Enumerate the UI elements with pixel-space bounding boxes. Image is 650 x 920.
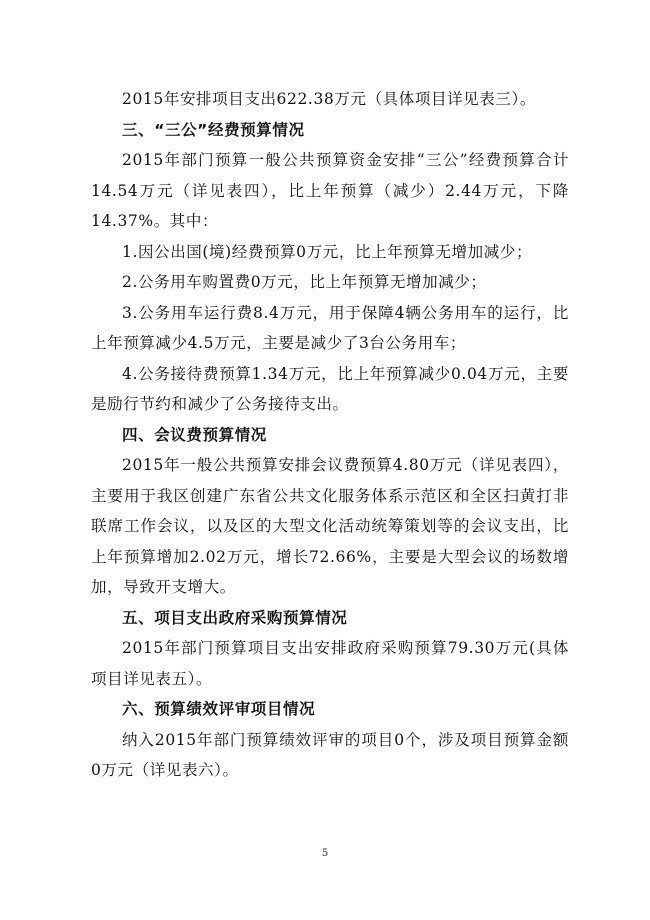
paragraph-three-public-total: 2015年部门预算一般公共预算资金安排“三公”经费预算合计14.54万元（详见表四），比上年预算（减少）2.44万元，下降14.37%。其中： xyxy=(91,151,569,230)
heading-performance-review: 六、预算绩效评审项目情况 xyxy=(122,700,316,718)
paragraph-reception-expenses: 4.公务接待费预算1.34万元，比上年预算减少0.04万元，主要是励行节约和减少了公务接待支出。 xyxy=(91,364,569,413)
paragraph-vehicle-operation: 3.公务用车运行费8.4万元，用于保障4辆公务用车的运行，比上年预算减少4.5万元，主要是减少了3台公务用车； xyxy=(91,303,569,352)
paragraph-government-procurement: 2015年部门预算项目支出安排政府采购预算79.30万元(具体项目详见表五）。 xyxy=(91,639,569,688)
paragraph-project-expenditure: 2015年安排项目支出622.38万元（具体项目详见表三）。 xyxy=(122,90,536,108)
heading-meeting-expenses: 四、会议费预算情况 xyxy=(122,425,267,444)
heading-three-public-expenses: 三、“三公”经费预算情况 xyxy=(122,120,305,139)
paragraph-meeting-expenses: 2015年一般公共预算安排会议费预算4.80万元（详见表四），主要用于我区创建广东省公共文化服务体系示范区和全区扫黄打非联席工作会议，以及区的大型文化活动统筹策划等的会议支出，比上年预算增加2.02万元，增长72.66%，主要是大型会议的场数增加，导致开支增大。 xyxy=(91,456,569,596)
paragraph-vehicle-purchase: 2.公务用车购置费0万元，比上年预算无增加减少； xyxy=(122,273,487,291)
heading-government-procurement: 五、项目支出政府采购预算情况 xyxy=(122,608,348,627)
document-body xyxy=(91,84,569,786)
paragraph-overseas-travel: 1.因公出国(境)经费预算0万元，比上年预算无增加减少； xyxy=(122,242,533,261)
page-number: 5 xyxy=(321,848,329,859)
paragraph-performance-review: 纳入2015年部门预算绩效评审的项目0个，涉及项目预算金额0万元（详见表六）。 xyxy=(91,730,569,779)
